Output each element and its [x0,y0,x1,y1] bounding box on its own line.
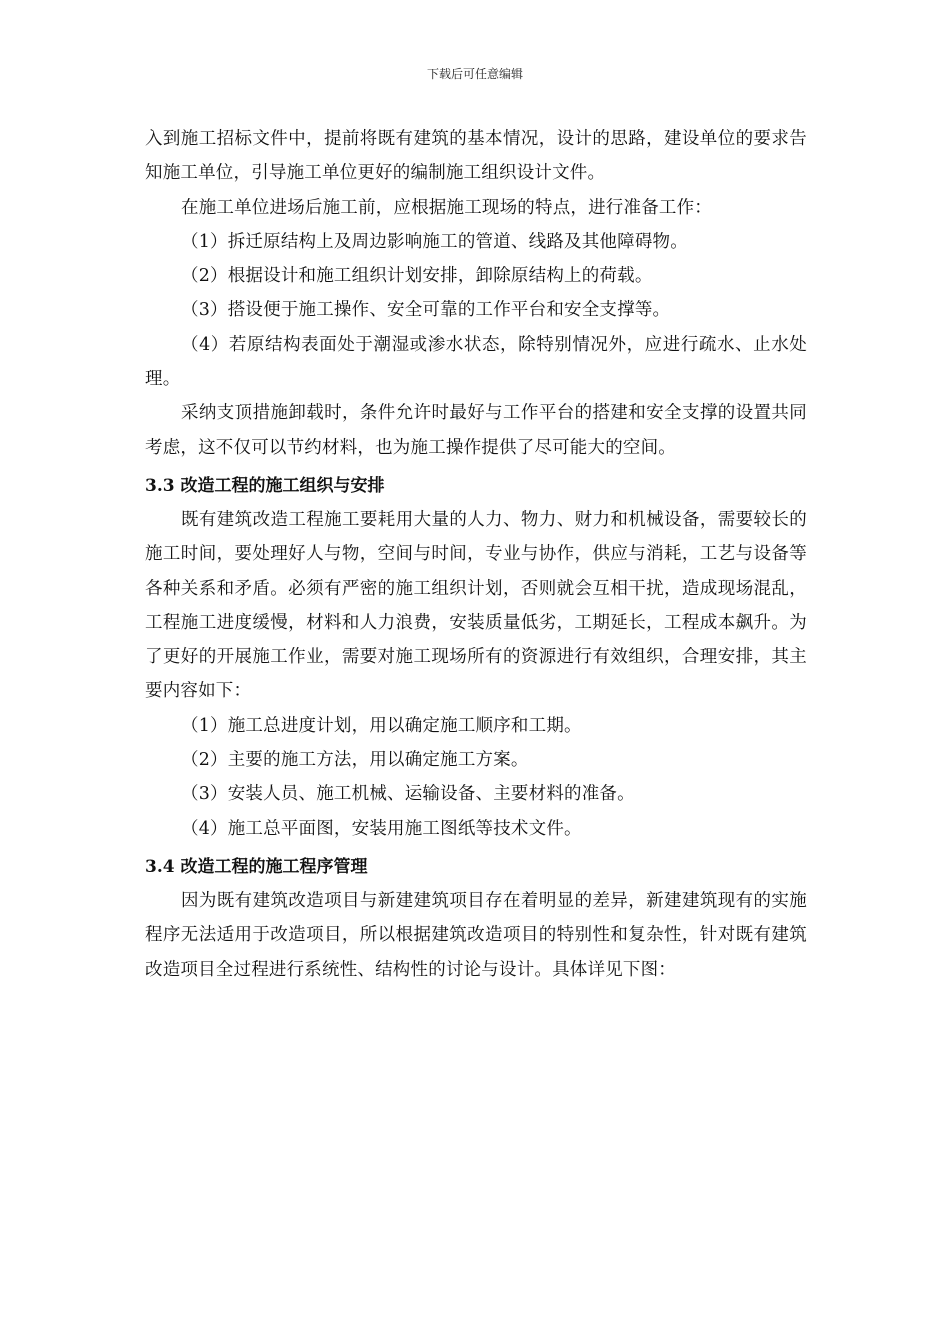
paragraph-preparation-intro: 在施工单位进场后施工前，应根据施工现场的特点，进行准备工作： [181,197,712,218]
list-item: （3）搭设便于施工操作、安全可靠的工作平台和安全支撑等。 [181,300,671,321]
document-body [145,122,807,987]
section-heading-3-4: 3.4 改造工程的施工程序管理 [145,856,368,877]
paragraph-continuation: 入到施工招标文件中，提前将既有建筑的基本情况，设计的思路，建设单位的要求告知施工单位，引导施工单位更好的编制施工组织设计文件。 [145,129,807,184]
list-item: （2）主要的施工方法，用以确定施工方案。 [181,750,529,771]
page-header: 下载后可任意编辑 [426,67,523,81]
list-item: （1）拆迁原结构上及周边影响施工的管道、线路及其他障碍物。 [181,231,688,252]
paragraph-support-measures: 采纳支顶措施卸载时，条件允许时最好与工作平台的搭建和安全支撑的设置共同考虑，这不仅可以节约材料，也为施工操作提供了尽可能大的空间。 [145,403,807,458]
list-item: （2）根据设计和施工组织计划安排，卸除原结构上的荷载。 [181,266,653,287]
paragraph-construction-organization: 既有建筑改造工程施工要耗用大量的人力、物力、财力和机械设备，需要较长的施工时间，要处理好人与物，空间与时间，专业与协作，供应与消耗，工艺与设备等各种关系和矛盾。必须有严密的施工组织计划，否则就会互相干扰，造成现场混乱，工程施工进度缓慢，材料和人力浪费，安装质量低劣，工期延长，工程成本飙升。为了更好的开展施工作业，需要对施工现场所有的资源进行有效组织，合理安排，其主要内容如下： [145,509,807,702]
list-item: （4）若原结构表面处于潮湿或渗水状态，除特别情况外，应进行疏水、止水处理。 [145,334,807,390]
list-item: （1）施工总进度计划，用以确定施工顺序和工期。 [181,715,582,736]
list-item: （3）安装人员、施工机械、运输设备、主要材料的准备。 [181,784,635,805]
paragraph-procedure-management: 因为既有建筑改造项目与新建建筑项目存在着明显的差异，新建建筑现有的实施程序无法适用于改造项目，所以根据建筑改造项目的特别性和复杂性，针对既有建筑改造项目全过程进行系统性、结构性的讨论与设计。具体详见下图： [145,890,807,980]
section-heading-3-3: 3.3 改造工程的施工组织与安排 [145,475,385,496]
list-item: （4）施工总平面图，安装用施工图纸等技术文件。 [181,818,582,839]
